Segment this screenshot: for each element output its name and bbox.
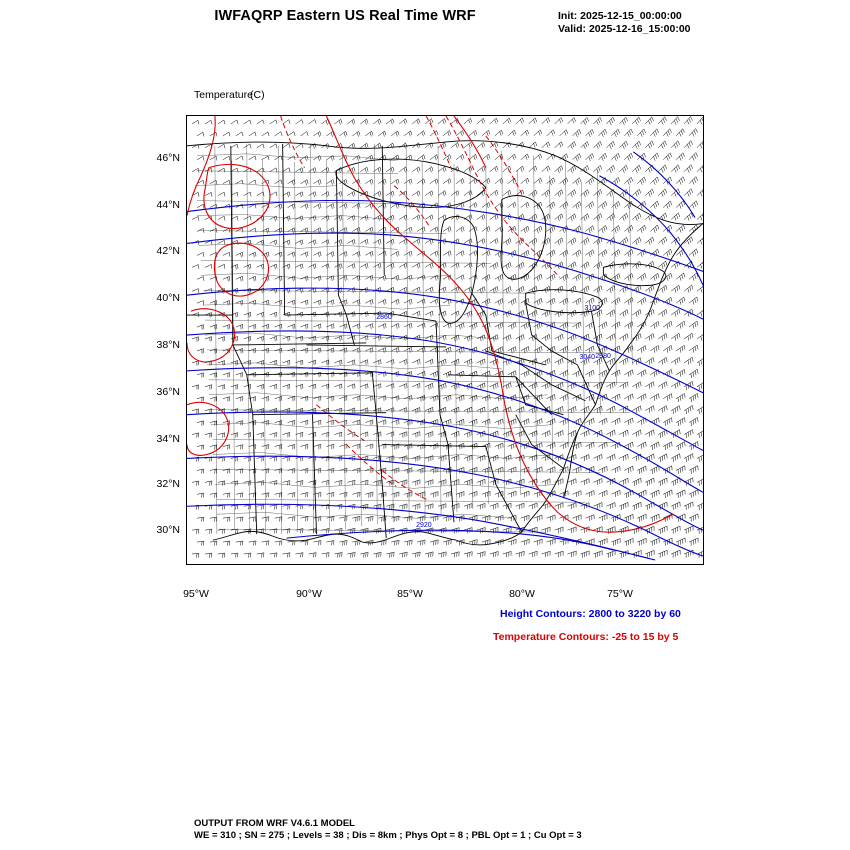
y-tick-5: 36°N (156, 386, 180, 398)
init-value: 2025-12-15_00:00:00 (580, 10, 682, 22)
valid-label: Valid: (558, 23, 587, 35)
weather-map-panel[interactable] (186, 115, 704, 565)
height-label-2860: 2860 (376, 314, 392, 322)
coastline-and-state-outlines (187, 141, 703, 545)
y-tick-0: 46°N (156, 152, 180, 164)
x-tick-2: 85°W (397, 588, 423, 600)
y-tick-1: 44°N (156, 199, 180, 211)
legend-temperature-contours: Temperature Contours: -25 to 15 by 5 (493, 631, 679, 643)
y-tick-8: 30°N (156, 524, 180, 536)
units-row-temperature (194, 89, 270, 103)
wind-barb-field (192, 116, 703, 557)
y-tick-4: 38°N (156, 339, 180, 351)
units-unit-temperature: (C) (250, 89, 265, 101)
footer-line-2: WE = 310 ; SN = 275 ; Levels = 38 ; Dis = 8km ; Phys Opt = 8 ; PBL Opt = 1 ; Cu Opt = 3 (194, 829, 582, 841)
y-tick-2: 42°N (156, 245, 180, 257)
legend-height-contours: Height Contours: 2800 to 3220 by 60 (500, 608, 681, 620)
x-tick-0: 95°W (183, 588, 209, 600)
init-label: Init: (558, 10, 578, 22)
height-label-3040: 3040 (579, 353, 595, 361)
x-tick-1: 90°W (296, 588, 322, 600)
x-tick-3: 80°W (509, 588, 535, 600)
height-label-3100: 3100 (584, 305, 600, 313)
map-canvas[interactable] (187, 116, 703, 564)
valid-value: 2025-12-16_15:00:00 (588, 23, 691, 35)
y-tick-3: 40°N (156, 292, 180, 304)
page-title: IWFAQRP Eastern US Real Time WRF (214, 8, 476, 24)
height-label-2980: 2980 (595, 352, 611, 360)
init-time-row (558, 10, 691, 23)
units-field-temperature: Temperature (194, 89, 253, 101)
valid-time-row (558, 23, 691, 36)
model-output-footer (194, 818, 582, 841)
model-time-block (558, 10, 691, 36)
y-tick-7: 32°N (156, 478, 180, 490)
y-tick-6: 34°N (156, 433, 180, 445)
x-tick-4: 75°W (607, 588, 633, 600)
height-label-2920: 2920 (416, 522, 432, 530)
footer-line-1: OUTPUT FROM WRF V4.6.1 MODEL (194, 818, 355, 829)
